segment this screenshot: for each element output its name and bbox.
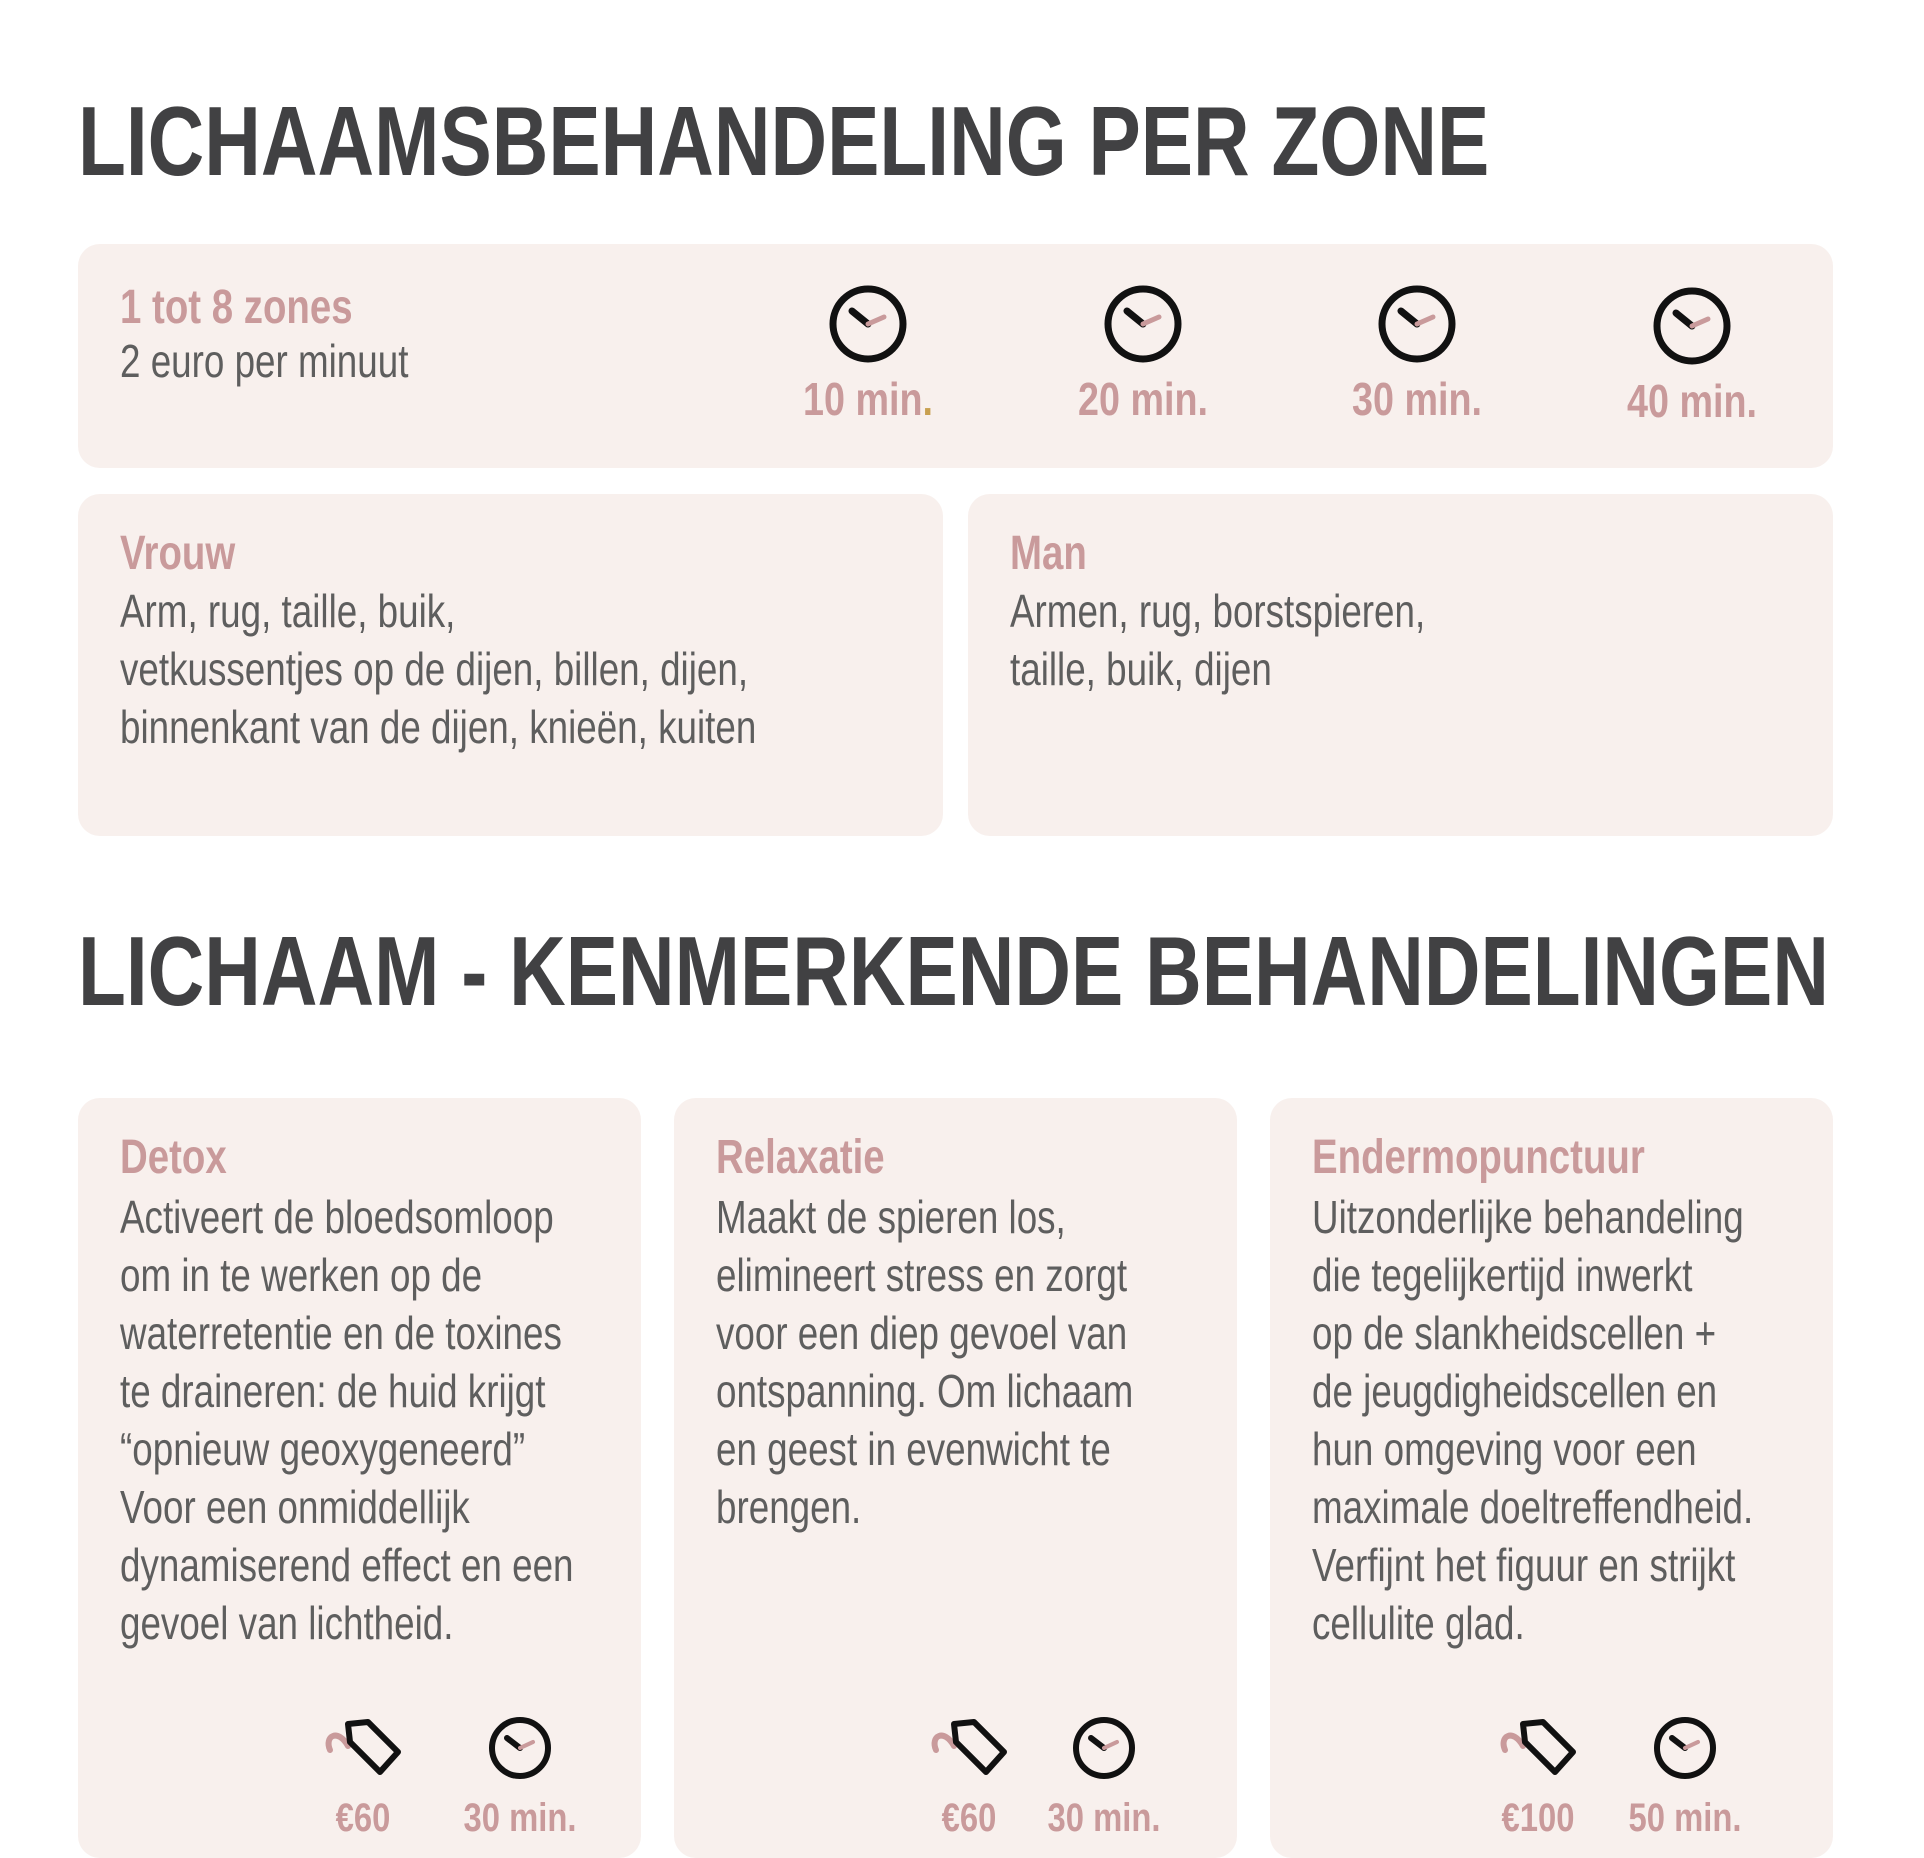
vrouw-title: Vrouw bbox=[120, 527, 236, 580]
man-card bbox=[968, 494, 1833, 836]
vrouw-zones: Arm, rug, taille, buik, vetkussentjes op de dijen, billen, dijen, binnenkant van de dijen, knieën, kuiten bbox=[120, 585, 757, 753]
duration-info bbox=[1605, 1716, 1765, 1838]
duration-label: 40 min. bbox=[1627, 375, 1757, 427]
treatment-title: Endermopunctuur bbox=[1312, 1131, 1645, 1184]
treatment-description: Uitzonderlijke behandeling die tegelijkertijd inwerkt op de slankheidscellen + de jeugdigheidscellen en hun omgeving voor een maximale doeltreffendheid. Verfijnt het figuur en strijkt cellulite glad. bbox=[1312, 1191, 1754, 1649]
duration-label: 50 min. bbox=[1628, 1796, 1742, 1840]
price-info bbox=[283, 1716, 443, 1838]
duration-option-20 bbox=[1053, 284, 1233, 425]
zone-rate-title: 1 tot 8 zones bbox=[120, 281, 353, 334]
clock-icon bbox=[1103, 284, 1183, 364]
duration-label: 30 min. bbox=[1352, 373, 1482, 425]
clock-icon bbox=[1377, 284, 1457, 364]
duration-option-40 bbox=[1602, 286, 1782, 427]
duration-info bbox=[440, 1716, 600, 1838]
treatment-title: Relaxatie bbox=[716, 1131, 885, 1184]
clock-icon bbox=[1652, 286, 1732, 366]
duration-label: 30 min. bbox=[1047, 1796, 1161, 1840]
man-title: Man bbox=[1010, 527, 1087, 580]
price-tag-icon bbox=[318, 1716, 408, 1780]
price-tag-icon bbox=[924, 1716, 1014, 1780]
duration-info bbox=[1024, 1716, 1184, 1838]
man-zones: Armen, rug, borstspieren, taille, buik, dijen bbox=[1010, 585, 1426, 695]
duration-label: 20 min. bbox=[1078, 373, 1208, 425]
vrouw-card bbox=[78, 494, 943, 836]
duration-option-30 bbox=[1327, 284, 1507, 425]
treatment-card-endermopunctuur bbox=[1270, 1098, 1833, 1858]
price-tag-icon bbox=[1493, 1716, 1583, 1780]
price-label: €60 bbox=[335, 1796, 391, 1840]
treatment-description: Activeert de bloedsomloop om in te werken op de waterretentie en de toxines te draineren: de huid krijgt “opnieuw geoxygeneerd” Voor een onmiddellijk dynamiserend effect en een gevoel van lichtheid. bbox=[120, 1191, 574, 1649]
clock-icon bbox=[1653, 1716, 1717, 1780]
section-heading-signature: LICHAAM - KENMERKENDE BEHANDELINGEN bbox=[78, 916, 1829, 1026]
duration-label: 30 min. bbox=[463, 1796, 577, 1840]
duration-label: 10 min. bbox=[803, 373, 933, 425]
price-label: €60 bbox=[941, 1796, 997, 1840]
clock-icon bbox=[828, 284, 908, 364]
price-info bbox=[1458, 1716, 1618, 1838]
treatment-card-detox bbox=[78, 1098, 641, 1858]
zone-rate-subtitle: 2 euro per minuut bbox=[120, 335, 409, 387]
section-heading-zones: LICHAAMSBEHANDELING PER ZONE bbox=[78, 86, 1490, 196]
price-label: €100 bbox=[1501, 1796, 1575, 1840]
treatment-description: Maakt de spieren los, elimineert stress en zorgt voor een diep gevoel van ontspanning. Om lichaam en geest in evenwicht te brengen. bbox=[716, 1191, 1134, 1533]
treatment-card-relaxatie bbox=[674, 1098, 1237, 1858]
clock-icon bbox=[488, 1716, 552, 1780]
zone-rate-card bbox=[78, 244, 1833, 468]
treatment-title: Detox bbox=[120, 1131, 227, 1184]
clock-icon bbox=[1072, 1716, 1136, 1780]
duration-option-10 bbox=[778, 284, 958, 425]
